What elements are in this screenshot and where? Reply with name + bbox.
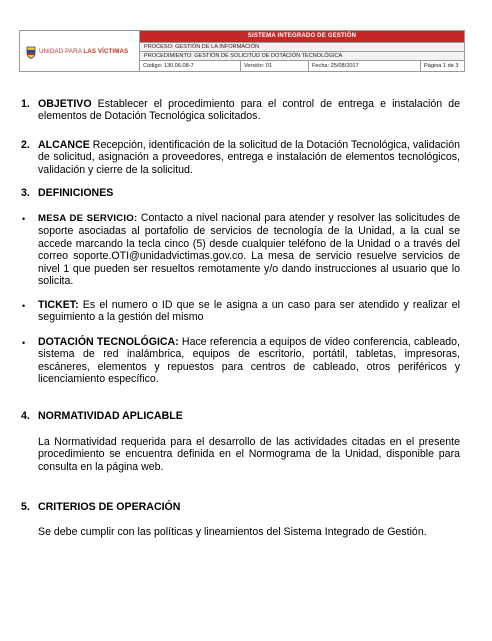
definition-mesa-de-servicio: [38, 212, 460, 287]
section-text-criterios: Se debe cumplir con las políticas y lineamientos del Sistema Integrado de Gestión.: [38, 526, 427, 538]
procedure-label: PROCEDIMIENTO: GESTIÓN DE SOLICITUD DE DOTACIÓN TECNOLÓGICA: [144, 53, 343, 59]
section-title-normatividad: NORMATIVIDAD APLICABLE: [38, 410, 183, 422]
code-cell: Código: 130.06.08-7: [143, 63, 194, 69]
definition-term: MESA DE SERVICIO:: [38, 213, 138, 224]
section-title-definiciones: DEFINICIONES: [38, 187, 114, 199]
bullet-icon: •: [22, 338, 26, 348]
section-number: 5.: [21, 501, 30, 513]
definition-text: Contacto a nivel nacional para atender y resolver las solicitudes de soporte asociadas al portafolio de servicios de tecnología de la Unidad, a la cual se accede marcando la tecla cinco (5) desde cualquier teléfono de la Unidad o a través del correo soporte.OTI@unidadvictimas.gov.co. La mesa de servicio resuelve servicios de nivel 1 que pueden ser resueltos remotamente y/o dando instrucciones al usuario que lo solicita.: [38, 212, 460, 288]
definition-text: Es el numero o ID que se le asigna a un caso para ser atendido y realizar el seguimiento a la gestión del mismo: [38, 299, 460, 324]
section-title-criterios: CRITERIOS DE OPERACIÓN: [38, 501, 181, 513]
section-objetivo: [38, 98, 460, 123]
process-label: PROCESO: GESTIÓN DE LA INFORMACIÓN: [144, 44, 259, 50]
section-number: 3.: [21, 187, 30, 199]
section-number: 1.: [21, 98, 30, 110]
bullet-icon: •: [22, 301, 26, 311]
section-alcance: [38, 139, 460, 176]
section-number: 2.: [21, 139, 30, 151]
system-title: SISTEMA INTEGRADO DE GESTIÓN: [140, 31, 464, 42]
section-title: ALCANCE: [38, 139, 90, 151]
section-title: OBJETIVO: [38, 98, 92, 110]
definition-text: Hace referencia a equipos de video conferencia, cableado, sistema de red inalámbrica, equipos de escritorio, portátil, tabletas, impresoras, escáneres, elementos y repuestos para centros de cableado, otros periféricos y licenciamiento específico.: [38, 336, 460, 386]
section-text-normatividad: La Normatividad requerida para el desarrollo de las actividades citadas en el presente procedimiento se encuentra definida en el Normograma de la Unidad, disponible para consulta en la página web.: [38, 436, 460, 473]
definition-term: DOTACIÓN TECNOLÓGICA:: [38, 336, 179, 348]
section-text: Recepción, identificación de la solicitud de la Dotación Tecnológica, validación de solicitud, asignación a proveedores, entrega e instalación de elementos tecnológicos, validación y cierre de la solicitud.: [38, 139, 460, 176]
page-cell: Página 1 de 3: [420, 61, 464, 71]
definition-ticket: [38, 299, 460, 324]
section-text: Establecer el procedimiento para el control de entrega e instalación de elementos de Dotación Tecnológica solicitados.: [38, 98, 460, 123]
bullet-icon: •: [22, 214, 26, 224]
section-number: 4.: [21, 410, 30, 422]
logo-wordmark: UNIDAD PARA LAS VÍCTIMAS: [39, 48, 129, 55]
definition-term: TICKET:: [38, 299, 79, 311]
version-cell: Versión: 01: [240, 61, 308, 71]
date-cell: Fecha: 25/08/2017: [308, 61, 420, 71]
definition-dotacion-tecnologica: [38, 336, 460, 386]
